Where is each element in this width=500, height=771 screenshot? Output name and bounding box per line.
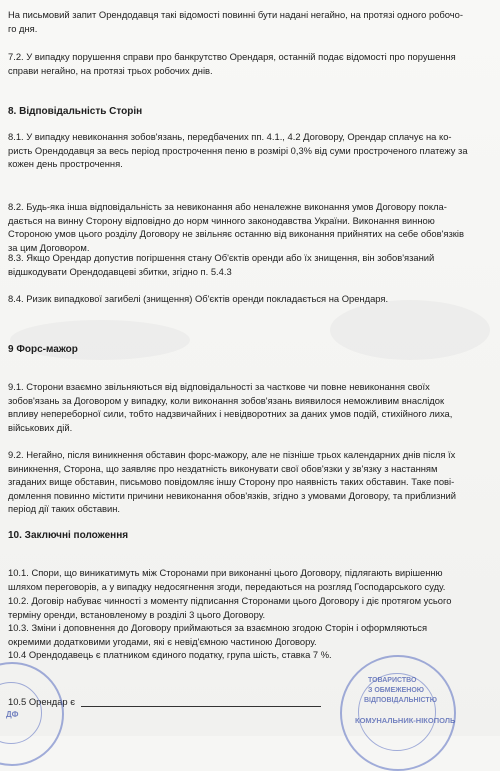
paragraph-10-4: 10.4 Орендодавець є платником єдиного податку, група шість, ставка 7 %.: [8, 649, 332, 660]
scan-smudge: [330, 300, 490, 360]
heading-section-8: 8. Відповідальність Сторін: [8, 106, 143, 117]
paragraph-9-1: 9.1. Сторони взаємно звільняються від відповідальності за часткове чи повне невиконання своїх зобов'язань за Договором у випадку, коли виконання зобов'язань виявилося неможливим внаслідок впливу непереборної сили, тобто надзвичайних і невідворотних за даних умов подій, стихійного лиха, військових дій.: [8, 381, 453, 433]
stamp-left-text: ДФ: [6, 710, 19, 719]
paragraph-10-3: 10.3. Зміни і доповнення до Договору приймаються за взаємною згодою Сторін і оформляються окремими додатковими угодами, які є невід'ємною частиною Договору.: [8, 622, 428, 647]
paragraph-8-3: 8.3. Якщо Орендар допустив погіршення стану Об'єктів оренди або їх знищення, він зобов'язаний відшкодувати Орендодавцеві збитки, згідно п. 5.4.3: [8, 252, 435, 277]
stamp-right-line: З ОБМЕЖЕНОЮ: [368, 687, 425, 694]
paragraph-8-4: 8.4. Ризик випадкової загибелі (знищення) Об'єктів оренди покладається на Орендаря.: [8, 293, 389, 304]
paragraph-10-5: 10.5 Орендар є: [8, 696, 321, 707]
heading-section-9: 9 Форс-мажор: [8, 344, 78, 355]
paragraph-9-2: 9.2. Негайно, після виникнення обставин форс-мажору, але не пізніше трьох календарних днів після їх виникнення, Сторона, що заявляє про нездатність виконувати свої обов'язки у зв'язку з настанням згаданих вище обставин, письмово повідомляє іншу Сторону про наявність таких обставин. Таке пові- домлення повинно містити причини невиконання обов'язків, згідно з умовами Договору, та приблизний період дії таких обставин.: [8, 449, 457, 515]
heading-section-10: 10. Заключні положення: [8, 530, 129, 541]
stamp-right-line: ТОВАРИСТВО: [368, 677, 417, 684]
stamp-right-name: КОМУНАЛЬНИК-НІКОПОЛЬ: [355, 716, 456, 725]
paragraph-8-1: 8.1. У випадку невиконання зобов'язань, передбачених пп. 4.1., 4.2 Договору, Орендар сплачує на ко- ристь Орендодавця за весь період прострочення пеню в розмірі 0,3% від суми простроченого платежу за кожен день прострочення.: [8, 131, 468, 170]
round-stamp-right: [340, 655, 456, 771]
paragraph-top: На письмовий запит Орендодавця такі відомості повинні бути надані негайно, на протязі одного робочо- го дня.: [8, 9, 463, 34]
signature-line: [81, 706, 321, 707]
paragraph-10-2: 10.2. Договір набуває чинності з моменту підписання Сторонами цього Договору і діє протягом усього терміну оренди, встановленому в розділі 3 цього Договору.: [8, 595, 452, 620]
paragraph-10-1: 10.1. Спори, що виникатимуть між Сторонами при виконанні цього Договору, підлягають вирішенню шляхом переговорів, а у випадку недосягнення згоди, передаються на розгляд Господарського суду.: [8, 567, 446, 592]
stamp-right-line: ВІДПОВІДАЛЬНІСТЮ: [364, 697, 437, 704]
paragraph-7-2: 7.2. У випадку порушення справи про банкрутство Орендаря, останній подає відомості про порушення справи негайно, на протязі трьох робочих днів.: [8, 51, 456, 76]
paragraph-8-2: 8.2. Будь-яка інша відповідальність за невиконання або неналежне виконання умов Договору покла- дається на винну Сторону відповідно до норм чинного законодавства України. Виконання винною Стороною умов цього розділу Договору не звільняє останню від виконання прийнятих на себе обов'язків за цим Договором.: [8, 201, 464, 253]
